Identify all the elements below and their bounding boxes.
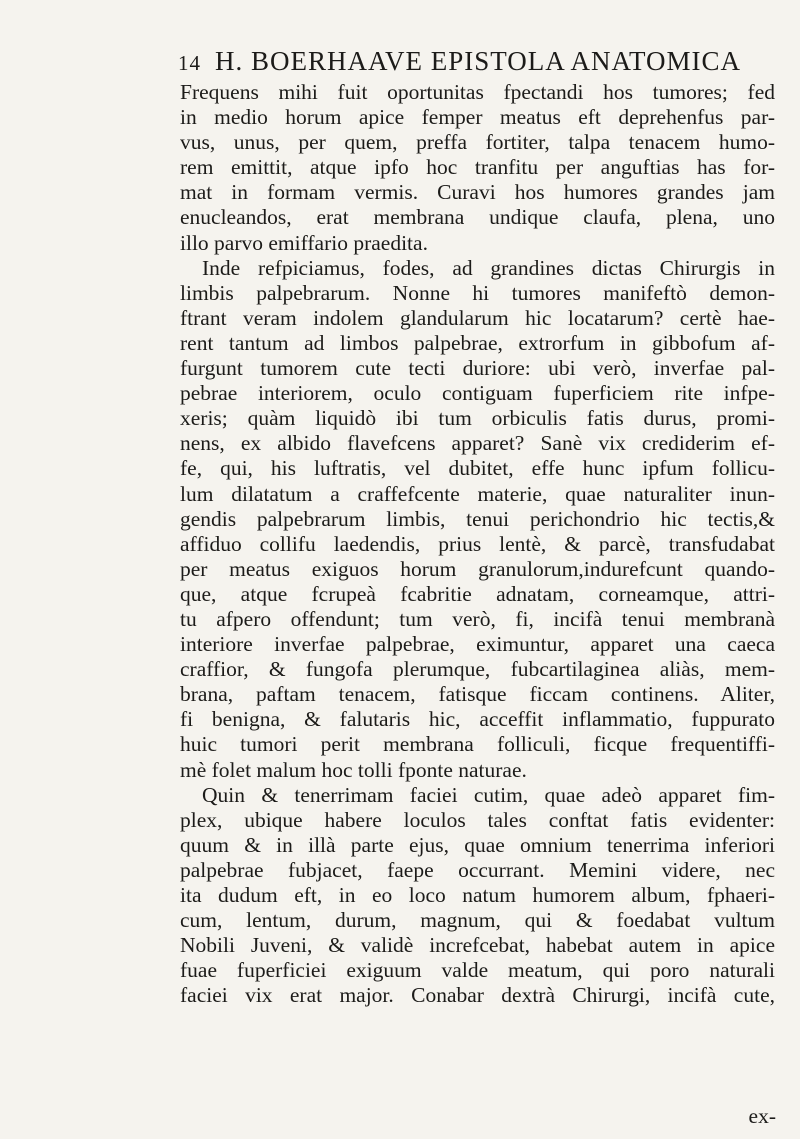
text-line: per meatus exiguos horum granulorum,indurefcunt quando-	[180, 556, 775, 581]
text-line: huic tumori perit membrana folliculi, ficque frequentiffi-	[180, 732, 775, 757]
text-line: cum, lentum, durum, magnum, qui & foedabat vultum	[180, 908, 775, 933]
text-line: craffior, & fungofa plerumque, fubcartilaginea aliàs, mem-	[180, 657, 775, 682]
text-line: nens, ex albido flavefcens apparet? Sanè vix crediderim ef-	[180, 431, 775, 456]
text-line: fi benigna, & falutaris hic, acceffit inflammatio, fuppurato	[180, 707, 775, 732]
text-line: rem emittit, atque ipfo hoc tranfitu per anguftias has for-	[180, 155, 775, 180]
text-line: furgunt tumorem cute tecti duriore: ubi verò, inverfae pal-	[180, 356, 775, 381]
text-line: ftrant veram indolem glandularum hic locatarum? certè hae-	[180, 305, 775, 330]
text-line: vus, unus, per quem, preffa fortiter, talpa tenacem humo-	[180, 130, 775, 155]
text-line: xeris; quàm liquidò ibi tum orbiculis fatis durus, promi-	[180, 406, 775, 431]
text-line: Nobili Juveni, & validè increfcebat, habebat autem in apice	[180, 933, 775, 958]
page-number: 14	[178, 51, 201, 75]
text-line: quum & in illà parte ejus, quae omnium tenerrima inferiori	[180, 832, 775, 857]
text-line: que, atque fcrupeà fcabritie adnatam, corneamque, attri-	[180, 581, 775, 606]
running-head	[178, 46, 741, 77]
text-line: Inde refpiciamus, fodes, ad grandines dictas Chirurgis in	[202, 255, 775, 280]
text-line: palpebrae fubjacet, faepe occurrant. Memini videre, nec	[180, 857, 775, 882]
text-line: plex, ubique habere loculos tales conftat fatis evidenter:	[180, 807, 775, 832]
catchword: ex-	[748, 1104, 776, 1128]
text-line: gendis palpebrarum limbis, tenui perichondrio hic tectis,&	[180, 506, 775, 531]
text-line: fuae fuperficiei exiguum valde meatum, qui poro naturali	[180, 958, 775, 983]
text-line: Frequens mihi fuit oportunitas fpectandi hos tumores; fed	[180, 80, 775, 104]
text-line: enucleandos, erat membrana undique claufa, plena, uno	[180, 205, 775, 230]
running-title: H. BOERHAAVE EPISTOLA ANATOMICA	[215, 46, 742, 76]
text-line: interiore inverfae palpebrae, eximuntur, apparet una caeca	[180, 632, 775, 657]
text-line: in medio horum apice femper meatus eft deprehenfus par-	[180, 105, 775, 130]
text-line: brana, paftam tenacem, fatisque ficcam continens. Aliter,	[180, 682, 775, 707]
text-line: ita dudum eft, in eo loco natum humorem album, fphaeri-	[180, 883, 775, 907]
text-line: pebrae interiorem, oculo contiguam fuperficiem rite infpe-	[180, 381, 775, 406]
text-line: lum dilatatum a craffefcente materie, quae naturaliter inun-	[180, 481, 775, 506]
text-line: faciei vix erat major. Conabar dextrà Chirurgi, incifà cute,	[180, 983, 775, 1008]
text-line: mè folet malum hoc tolli fponte naturae.	[180, 757, 527, 782]
text-line: rent tantum ad limbos palpebrae, extrorfum in gibbofum af-	[180, 330, 775, 355]
text-line: limbis palpebrarum. Nonne hi tumores manifeftò demon-	[180, 280, 775, 305]
text-line: fe, qui, his luftratis, vel dubitet, effe hunc ipfum follicu-	[180, 456, 775, 481]
text-line: illo parvo emiffario praedita.	[180, 230, 428, 255]
text-line: mat in formam vermis. Curavi hos humores grandes jam	[180, 180, 775, 205]
text-line: affiduo collifu laedendis, prius lentè, & parcè, transfudabat	[180, 531, 775, 556]
body-text	[180, 80, 775, 1008]
text-line: Quin & tenerrimam faciei cutim, quae adeò apparet fim-	[202, 782, 775, 807]
text-line: tu afpero offendunt; tum verò, fi, incifà tenui membranà	[180, 606, 775, 631]
